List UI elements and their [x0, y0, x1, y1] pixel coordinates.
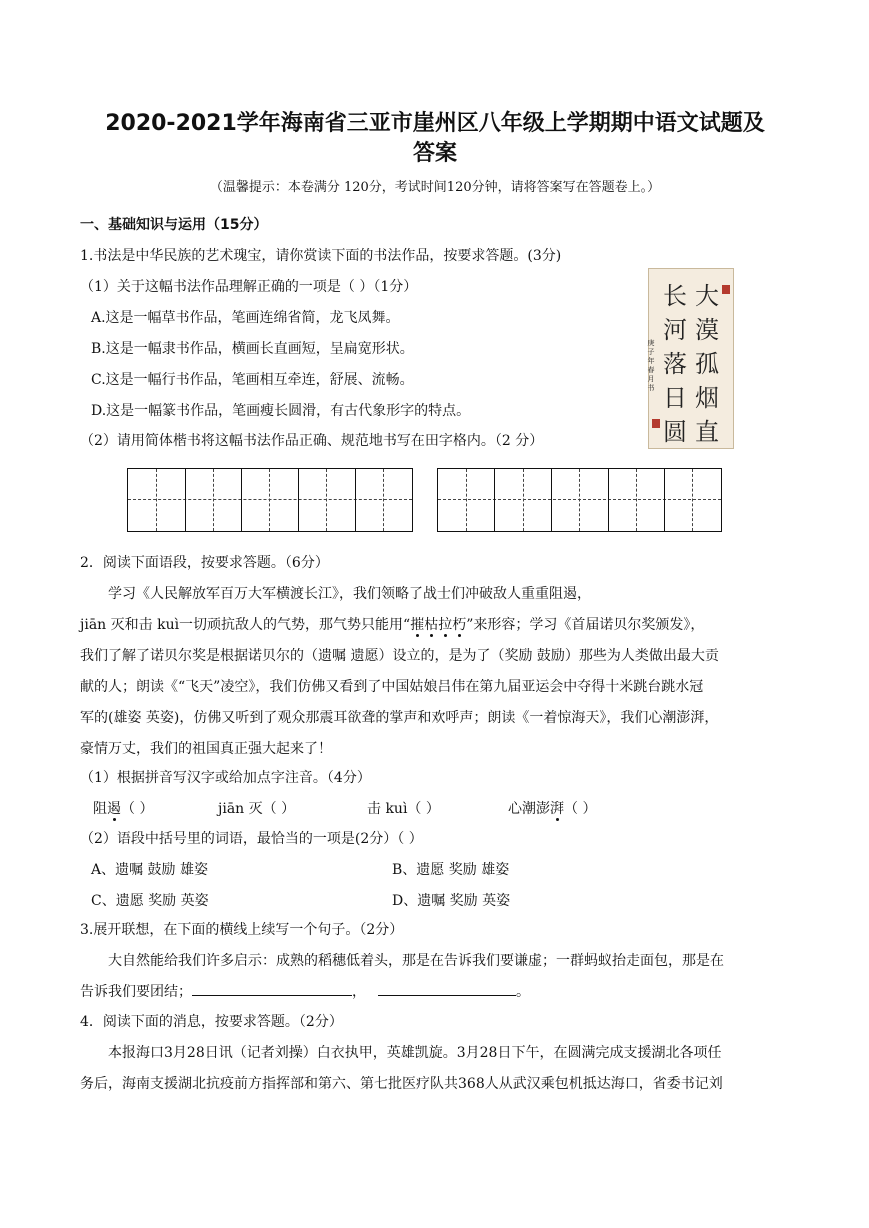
calligraphy-column-1: 大漠孤烟直 — [695, 282, 719, 446]
q2-para-line: jiān 灭和击 kuì一切顽抗敌人的气势，那气势只能用“摧枯拉朽”来形容；学习《首届诺贝尔奖颁发》， — [80, 617, 705, 633]
red-seal-icon — [652, 419, 660, 428]
q4-para-line: 务后，海南支援湖北抗疫前方指挥部和第六、第七批医疗队共368人从武汉乘包机抵达海口，省委书记刘 — [80, 1076, 723, 1092]
q1-option-d: D.这是一幅篆书作品，笔画瘦长圆滑，有古代象形字的特点。 — [91, 403, 471, 419]
q2-fill-2[interactable]: jiān 灭（ ） — [218, 801, 296, 817]
q1-option-a: A.这是一幅草书作品，笔画连绵省简，龙飞凤舞。 — [91, 310, 400, 326]
q1-option-c: C.这是一幅行书作品，笔画相互牵连，舒展、流畅。 — [91, 372, 414, 388]
q1-stem: 1.书法是中华民族的艺术瑰宝，请你赏读下面的书法作品，按要求答题。(3分) — [80, 248, 562, 264]
writing-grid-left[interactable] — [127, 468, 413, 532]
q3-stem: 3.展开联想，在下面的横线上续写一个句子。（2分） — [80, 922, 404, 938]
q4-para-line: 本报海口3月28日讯（记者刘操）白衣执甲，英雄凯旋。3月28日下午，在圆满完成支援湖北各项任 — [108, 1045, 722, 1061]
q3-para-line: 告诉我们要团结； ， 。 — [80, 981, 530, 1001]
q2-para-line: 献的人；朗读《“飞天”凌空》，我们仿佛又看到了中国姑娘吕伟在第九届亚运会中夺得十米跳台跳水冠 — [80, 679, 704, 695]
dotted-char: 摧 — [410, 617, 425, 633]
page-title-line2: 答案 — [412, 141, 457, 166]
q2-option-b: B、遗愿 奖励 雄姿 — [392, 862, 510, 878]
calligraphy-image — [648, 268, 734, 449]
page-title: 2020-2021学年海南省三亚市崖州区八年级上学期期中语文试题及 — [105, 111, 765, 136]
q2-option-a: A、遗嘱 鼓励 雄姿 — [91, 862, 209, 878]
q2-option-c: C、遗愿 奖励 英姿 — [91, 893, 209, 909]
q2-fill-3[interactable]: 击 kuì（ ） — [367, 801, 440, 817]
q2-para-line: 豪情万丈，我们的祖国真正强大起来了！ — [80, 741, 332, 757]
answer-blank[interactable] — [192, 981, 352, 996]
q2-sub2: （2）语段中括号里的词语，最恰当的一项是(2分）（ ） — [80, 831, 423, 847]
dotted-char: 枯 — [424, 617, 439, 633]
q2-para-line: 军的(雄姿 英姿)，仿佛又听到了观众那震耳欲聋的掌声和欢呼声；朗读《一着惊海天》，我们心潮澎湃， — [80, 710, 719, 726]
dotted-char: 朽 — [452, 617, 467, 633]
q1-sub1: （1）关于这幅书法作品理解正确的一项是（ ）（1分） — [80, 279, 418, 295]
q2-stem: 2．阅读下面语段，按要求答题。（6分） — [80, 555, 329, 571]
q2-fill-1[interactable]: 阻遏（ ） — [93, 801, 154, 817]
q1-option-b: B.这是一幅隶书作品，横画长直画短，呈扁宽形状。 — [91, 341, 414, 357]
q2-para-line: 我们了解了诺贝尔奖是根据诺贝尔的（遗嘱 遗愿）设立的，是为了（奖励 鼓励）那些为人类做出最大贡 — [80, 648, 719, 664]
q2-para-line: 学习《人民解放军百万大军横渡长江》，我们领略了战士们冲破敌人重重阻遏， — [108, 586, 591, 602]
calligraphy-signature: 庚子年春月书 — [647, 339, 655, 392]
writing-grid-right[interactable] — [437, 468, 722, 532]
q1-sub2: （2）请用简体楷书将这幅书法作品正确、规范地书写在田字格内。（2 分） — [80, 433, 544, 449]
calligraphy-column-2: 长河落日圆 — [663, 282, 687, 446]
dotted-char: 拉 — [438, 617, 453, 633]
red-seal-icon — [722, 285, 730, 294]
q2-option-d: D、遗嘱 奖励 英姿 — [392, 893, 511, 909]
q2-sub1: （1）根据拼音写汉字或给加点字注音。（4分） — [80, 770, 371, 786]
q4-stem: 4．阅读下面的消息，按要求答题。（2分） — [80, 1014, 343, 1030]
section-heading: 一、基础知识与运用（15分） — [80, 217, 268, 233]
q2-fill-4[interactable]: 心潮澎湃（ ） — [508, 801, 597, 817]
answer-blank[interactable] — [378, 981, 516, 996]
q3-para-line: 大自然能给我们许多启示：成熟的稻穗低着头，那是在告诉我们要谦虚；一群蚂蚁抬走面包，那是在 — [108, 953, 724, 969]
exam-tip: （温馨提示：本卷满分 120分，考试时间120分钟，请将答案写在答题卷上。） — [209, 180, 661, 195]
